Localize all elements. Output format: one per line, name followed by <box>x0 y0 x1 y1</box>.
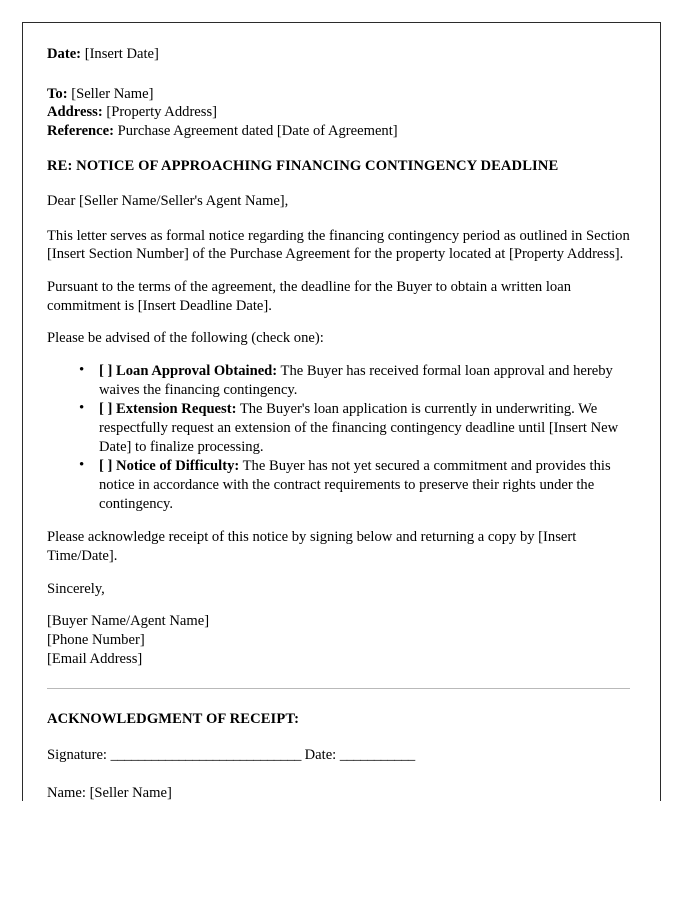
options-list <box>47 362 630 513</box>
option-text: The Buyer's loan application is currently in underwriting. We respectfully request an extension of the financing contingency deadline until [Insert New Date] to finalize processing. <box>99 401 619 455</box>
document-body <box>23 23 660 801</box>
option-text: The Buyer has not yet secured a commitment and provides this notice in accordance with the contract requirements to preserve their rights under the contingency. <box>99 458 611 512</box>
sender-phone: [Phone Number] <box>47 632 145 649</box>
recipient-block <box>47 85 630 141</box>
acknowledgment-heading: ACKNOWLEDGMENT OF RECEIPT: <box>47 711 300 728</box>
date-value: [Insert Date] <box>84 46 159 62</box>
recipient-reference-label: Reference: <box>47 123 114 140</box>
signature-row <box>47 746 630 765</box>
paragraph-acknowledge-receipt: Please acknowledge receipt of this notice by signing below and returning a copy by [Insert Time/Date]. <box>47 529 577 564</box>
sender-name: [Buyer Name/Agent Name] <box>47 613 210 630</box>
option-label: Extension Request: <box>116 401 237 418</box>
subject-heading: RE: NOTICE OF APPROACHING FINANCING CONTINGENCY DEADLINE <box>47 157 559 174</box>
recipient-reference-value: Purchase Agreement dated [Date of Agreement] <box>117 123 398 140</box>
acknowledgment-name-row <box>47 784 630 801</box>
date-label: Date: <box>47 46 82 62</box>
sender-email: [Email Address] <box>47 650 143 667</box>
signature-label: Signature: <box>47 747 107 764</box>
acknowledgment-name-label: Name: <box>47 785 86 801</box>
recipient-address-line <box>47 103 630 122</box>
paragraph-contingency-outline: This letter serves as formal notice regarding the financing contingency period as outlined in Section [Insert Section Number] of the Purchase Agreement for the property located at [Property Address]. <box>47 227 630 263</box>
acknowledgment-date-blank-line[interactable]: ___________ <box>339 747 415 764</box>
recipient-reference-line <box>47 122 630 141</box>
salutation: Dear [Seller Name/Seller's Agent Name], <box>47 192 289 209</box>
paragraph-check-one: Please be advised of the following (check one): <box>47 330 324 347</box>
signature-blank-line[interactable]: ____________________________ <box>110 747 301 764</box>
section-divider <box>47 688 630 689</box>
acknowledgment-date-label: Date: <box>304 747 337 764</box>
option-label: Notice of Difficulty: <box>116 458 240 475</box>
recipient-address-value: [Property Address] <box>106 104 217 121</box>
sender-signature-block <box>47 612 630 668</box>
checkbox-marker[interactable]: [ ] <box>99 401 113 418</box>
document-page <box>22 22 661 801</box>
option-label: Loan Approval Obtained: <box>116 362 278 379</box>
recipient-to-value: [Seller Name] <box>71 85 154 102</box>
acknowledgment-name-value: [Seller Name] <box>89 785 172 801</box>
list-item[interactable] <box>87 362 630 399</box>
option-text: The Buyer has received formal loan approval and hereby waives the financing contingency. <box>99 362 613 398</box>
recipient-to-label: To: <box>47 85 68 102</box>
checkbox-marker[interactable]: [ ] <box>99 362 113 379</box>
list-item[interactable] <box>87 400 630 456</box>
checkbox-marker[interactable]: [ ] <box>99 458 113 475</box>
recipient-to-line <box>47 85 630 104</box>
closing-line: Sincerely, <box>47 580 105 597</box>
date-line <box>47 45 630 64</box>
list-item[interactable] <box>87 457 630 513</box>
recipient-address-label: Address: <box>47 104 103 121</box>
paragraph-deadline: Pursuant to the terms of the agreement, the deadline for the Buyer to obtain a written loan commitment is [Insert Deadline Date]. <box>47 278 571 314</box>
